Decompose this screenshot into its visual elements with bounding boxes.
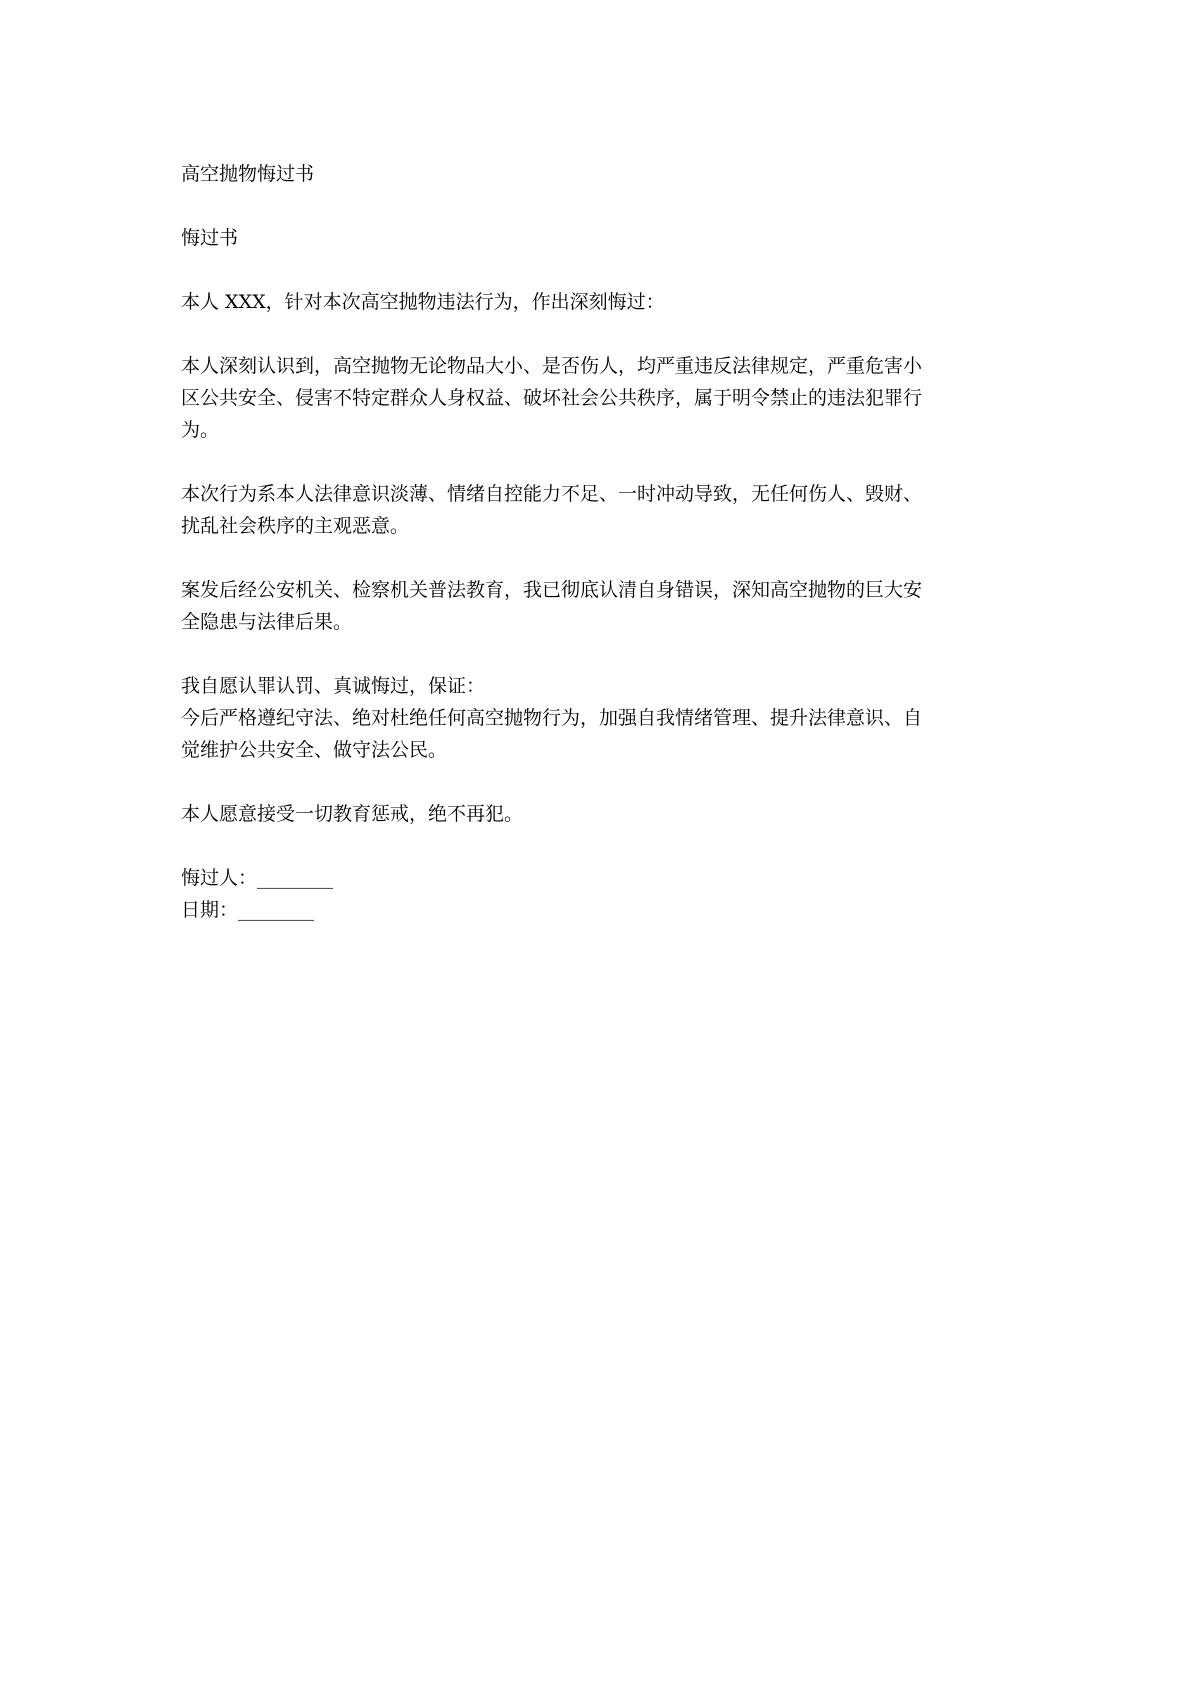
signer-line: 悔过人：________: [181, 867, 334, 889]
spacer: [181, 830, 1011, 862]
spacer: [181, 638, 1011, 670]
paragraph-line: 本次行为系本人法律意识淡薄、情绪自控能力不足、一时冲动导致，无任何伤人、毁财、: [181, 483, 923, 505]
paragraph-line: 扰乱社会秩序的主观恶意。: [181, 515, 410, 537]
paragraph-cause: [181, 478, 1011, 542]
paragraph-line: 案发后经公安机关、检察机关普法教育，我已彻底认清自身错误，深知高空抛物的巨大安: [181, 579, 923, 601]
spacer: [181, 318, 1011, 350]
spacer: [181, 254, 1011, 286]
intro-paragraph: 本人 XXX，针对本次高空抛物违法行为，作出深刻悔过：: [181, 291, 665, 313]
file-title: 高空抛物悔过书: [181, 163, 315, 185]
date-line: 日期：________: [181, 899, 315, 921]
paragraph-line: 全隐患与法律后果。: [181, 611, 353, 633]
paragraph-education: [181, 574, 1011, 638]
document-heading: 悔过书: [181, 227, 239, 249]
paragraph-line: 今后严格遵纪守法、绝对杜绝任何高空抛物行为，加强自我情绪管理、提升法律意识、自: [181, 707, 923, 729]
document-body: [181, 158, 1011, 926]
paragraph-line: 我自愿认罪认罚、真诚悔过，保证：: [181, 675, 486, 697]
spacer: [181, 766, 1011, 798]
paragraph-line: 区公共安全、侵害不特定群众人身权益、破坏社会公共秩序，属于明令禁止的违法犯罪行: [181, 387, 923, 409]
paragraph-pledge: [181, 670, 1011, 766]
paragraph-line: 本人深刻认识到，高空抛物无论物品大小、是否伤人，均严重违反法律规定，严重危害小: [181, 355, 923, 377]
paragraph-line: 觉维护公共安全、做守法公民。: [181, 739, 448, 761]
paragraph-acceptance: 本人愿意接受一切教育惩戒，绝不再犯。: [181, 803, 524, 825]
paragraph-recognition: [181, 350, 1011, 446]
spacer: [181, 190, 1011, 222]
spacer: [181, 542, 1011, 574]
spacer: [181, 446, 1011, 478]
paragraph-line: 为。: [181, 419, 220, 441]
